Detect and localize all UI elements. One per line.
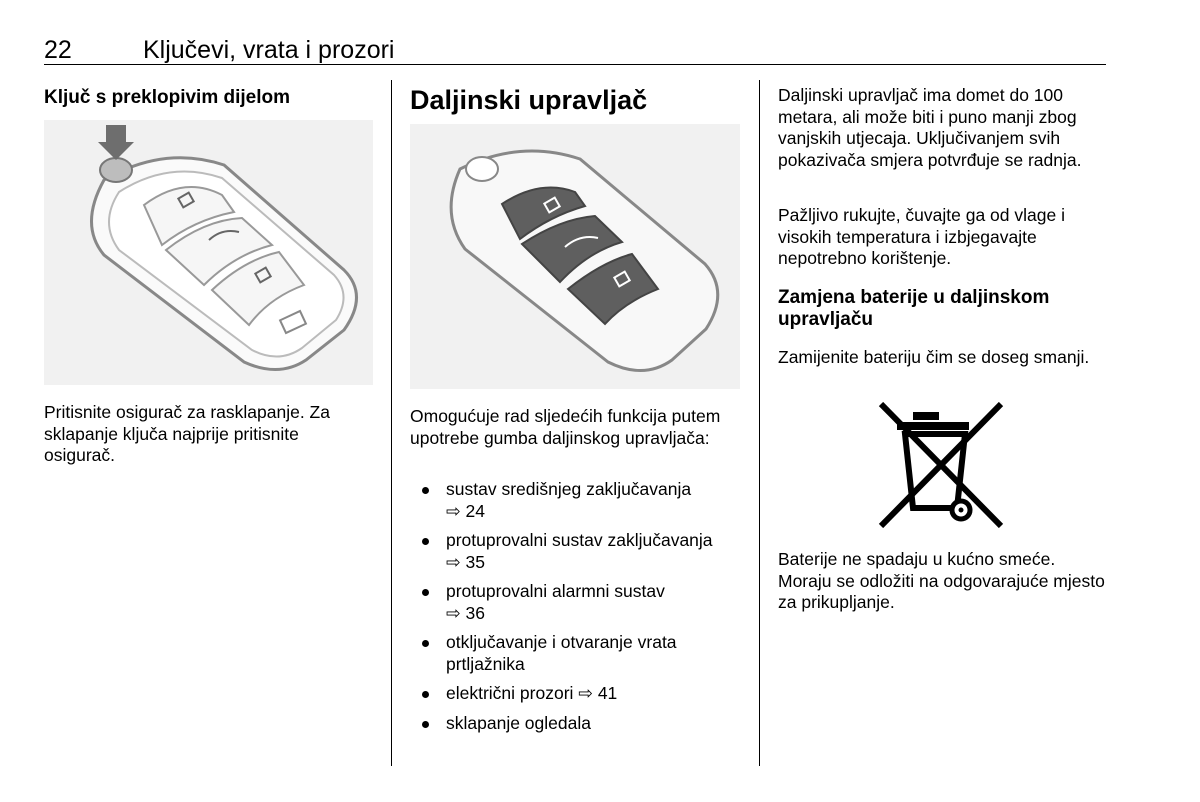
header-rule [44,64,1106,65]
page-reference-number: 41 [597,683,618,703]
page-reference-number: 35 [465,551,486,572]
arrow-reference-icon: ⇨ [446,602,461,623]
folding-key-drawing [44,120,373,385]
list-item [410,479,750,522]
page-reference[interactable] [578,683,617,703]
list-item-text: električni prozori [446,683,574,703]
battery-replace-text: Zamijenite bateriju čim se doseg smanji. [778,347,1090,367]
page-number: 22 [44,36,72,64]
remote-control-illustration [410,124,740,389]
remote-functions-list [410,479,750,742]
column-divider-1 [391,80,392,766]
remote-intro-text: Omogućuje rad sljedećih funkcija putem upotrebe gumba daljinskog upravljača: [410,406,721,448]
arrow-reference-icon: ⇨ [578,683,593,703]
column-divider-2 [759,80,760,766]
list-item [410,632,750,675]
key-body-text: Pritisnite osigurač za rasklapanje. Za sklapanje ključa najprije pritisnite osigurač. [44,402,330,465]
crossed-out-bin-icon [877,402,1005,528]
page-reference[interactable] [446,501,485,521]
list-item [410,581,750,624]
folding-key-illustration [44,120,373,385]
battery-disposal-text: Baterije ne spadaju u kućno smeće. Moraju se odložiti na odgovarajuće mjesto za prikupljanje. [778,549,1105,612]
list-item-text: protuprovalni sustav zaključavanja [446,530,713,550]
page-reference[interactable] [446,552,485,572]
page-reference-number: 24 [465,500,486,521]
battery-section-heading: Zamjena baterije u daljinskom upravljaču [778,287,1050,330]
handling-info-text: Pažljivo rukujte, čuvajte ga od vlage i visokih temperatura i izbjegavajte nepotrebno korištenje. [778,205,1065,268]
remote-section-heading: Daljinski upravljač [410,85,648,115]
page-reference-number: 36 [465,602,486,623]
key-section-heading: Ključ s preklopivim dijelom [44,87,291,108]
list-item-text: sustav središnjeg zaključavanja [446,479,692,499]
chapter-title: Ključevi, vrata i prozori [143,36,395,64]
list-item [410,683,750,705]
list-item [410,530,750,573]
arrow-reference-icon: ⇨ [446,551,461,572]
page-reference[interactable] [446,603,485,623]
list-item-text: protuprovalni alarmni sustav [446,581,665,601]
arrow-reference-icon: ⇨ [446,500,461,521]
list-item-text: sklapanje ogledala [446,712,591,733]
remote-control-drawing [410,124,740,389]
list-item [410,713,750,735]
range-info-text: Daljinski upravljač ima domet do 100 metara, ali može biti i puno manji zbog vanjskih utjecaja. Uključivanjem svih pokazivača smjera potvrđuje se radnja. [778,85,1082,170]
list-item-text: otključavanje i otvaranje vrata prtljažnika [446,632,677,674]
